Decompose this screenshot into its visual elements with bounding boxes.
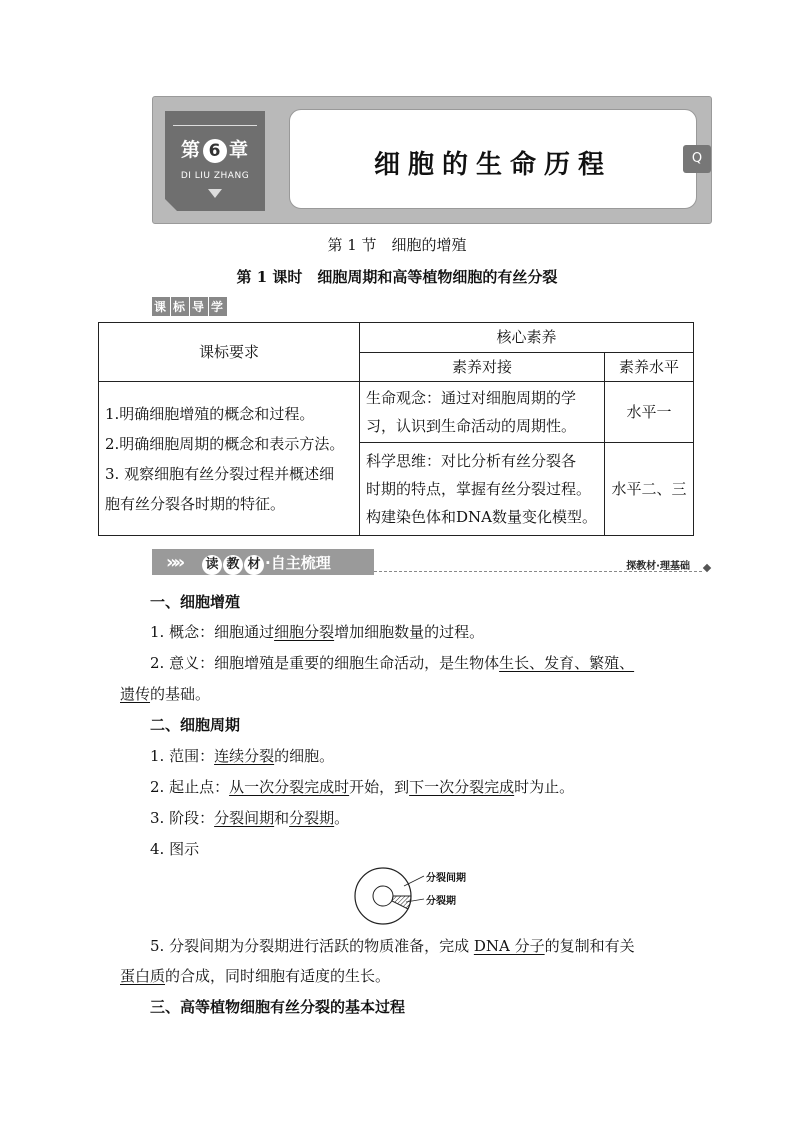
requirement-line: 3. 观察细胞有丝分裂过程并概述细 (105, 464, 335, 483)
inner-circle (373, 886, 393, 906)
chapter-title-box (289, 109, 697, 209)
guide-tag-char: 标 (171, 297, 189, 316)
subheader-literacy: 素养对接 (360, 352, 605, 382)
heading-cell-proliferation: 一、细胞增殖 (150, 593, 241, 611)
paragraph-scope: 1. 范围：连续分裂的细胞。 (150, 747, 335, 765)
literacy-cell (360, 382, 605, 443)
level-cell: 水平一 (605, 382, 694, 443)
literacy-line: 习，认识到生命活动的周期性。 (366, 417, 577, 435)
chapter-banner (152, 96, 712, 224)
header-core-literacy: 核心素养 (360, 323, 694, 353)
read-section-bar (152, 549, 712, 575)
label-division-phase: 分裂期 (426, 896, 456, 907)
paragraph-concept: 1. 概念：细胞通过细胞分裂增加细胞数量的过程。 (150, 623, 485, 641)
table-row (99, 382, 694, 443)
literacy-line: 构建染色体和DNA数量变化模型。 (366, 508, 597, 526)
label-interphase: 分裂间期 (426, 873, 466, 884)
reading-magnifier-icon: Q (683, 145, 711, 173)
paragraph-start-end: 2. 起止点：从一次分裂完成时开始，到下一次分裂完成时为止。 (150, 778, 575, 796)
diamond-icon (703, 564, 711, 572)
chapter-pinyin: DI LIU ZHANG (180, 171, 250, 181)
chapter-title: 细胞的生命历程 (373, 150, 612, 180)
cell-cycle-figure (352, 864, 482, 926)
paragraph-interphase-cont: 蛋白质的合成，同时细胞有适度的生长。 (120, 967, 391, 985)
subheader-level: 素养水平 (605, 352, 694, 382)
page-fold-icon (165, 199, 177, 211)
literacy-line: 科学思维：对比分析有丝分裂各 (366, 452, 577, 470)
paragraph-diagram: 4. 图示 (150, 840, 200, 858)
double-chevron-icon: »» (166, 552, 182, 573)
paragraph-significance: 2. 意义：细胞增殖是重要的细胞生命活动，是生物体生长、发育、繁殖、 (150, 654, 635, 672)
read-section-label: 读 教 材 ·自主梳理 (202, 552, 331, 575)
standards-table (98, 322, 694, 536)
guide-tag-char: 导 (190, 297, 208, 316)
chapter-number: 第 6 章 (180, 139, 250, 161)
paragraph-significance-cont: 遗传的基础。 (120, 685, 211, 703)
guide-tag-char: 课 (152, 297, 170, 316)
header-standard: 课标要求 (99, 323, 360, 382)
badge-divider (173, 125, 257, 126)
guide-tag (152, 297, 228, 316)
guide-tag-char: 学 (209, 297, 227, 316)
triangle-down-icon (208, 189, 222, 198)
literacy-cell (360, 443, 605, 536)
heading-mitosis-process: 三、高等植物细胞有丝分裂的基本过程 (150, 998, 406, 1016)
chapter-badge (165, 111, 265, 211)
table-row (99, 323, 694, 353)
section-title: 第 1 节 细胞的增殖 (327, 236, 467, 254)
level-cell: 水平二、三 (605, 443, 694, 536)
read-section-right-label: 探教材·理基础 (626, 561, 690, 572)
paragraph-interphase: 5. 分裂间期为分裂期进行活跃的物质准备，完成 DNA 分子的复制和有关 (150, 937, 635, 955)
literacy-line: 生命观念：通过对细胞周期的学 (366, 389, 577, 407)
requirement-line: 胞有丝分裂各时期的特征。 (105, 494, 286, 513)
requirements-cell (99, 382, 360, 536)
paragraph-stages: 3. 阶段：分裂间期和分裂期。 (150, 809, 350, 827)
lesson-title: 第 1 课时 细胞周期和高等植物细胞的有丝分裂 (236, 268, 558, 286)
requirement-line: 1.明确细胞增殖的概念和过程。 (105, 404, 315, 423)
heading-cell-cycle: 二、细胞周期 (150, 716, 241, 734)
requirement-line: 2.明确细胞周期的概念和表示方法。 (105, 434, 345, 453)
literacy-line: 时期的特点，掌握有丝分裂过程。 (366, 480, 592, 498)
